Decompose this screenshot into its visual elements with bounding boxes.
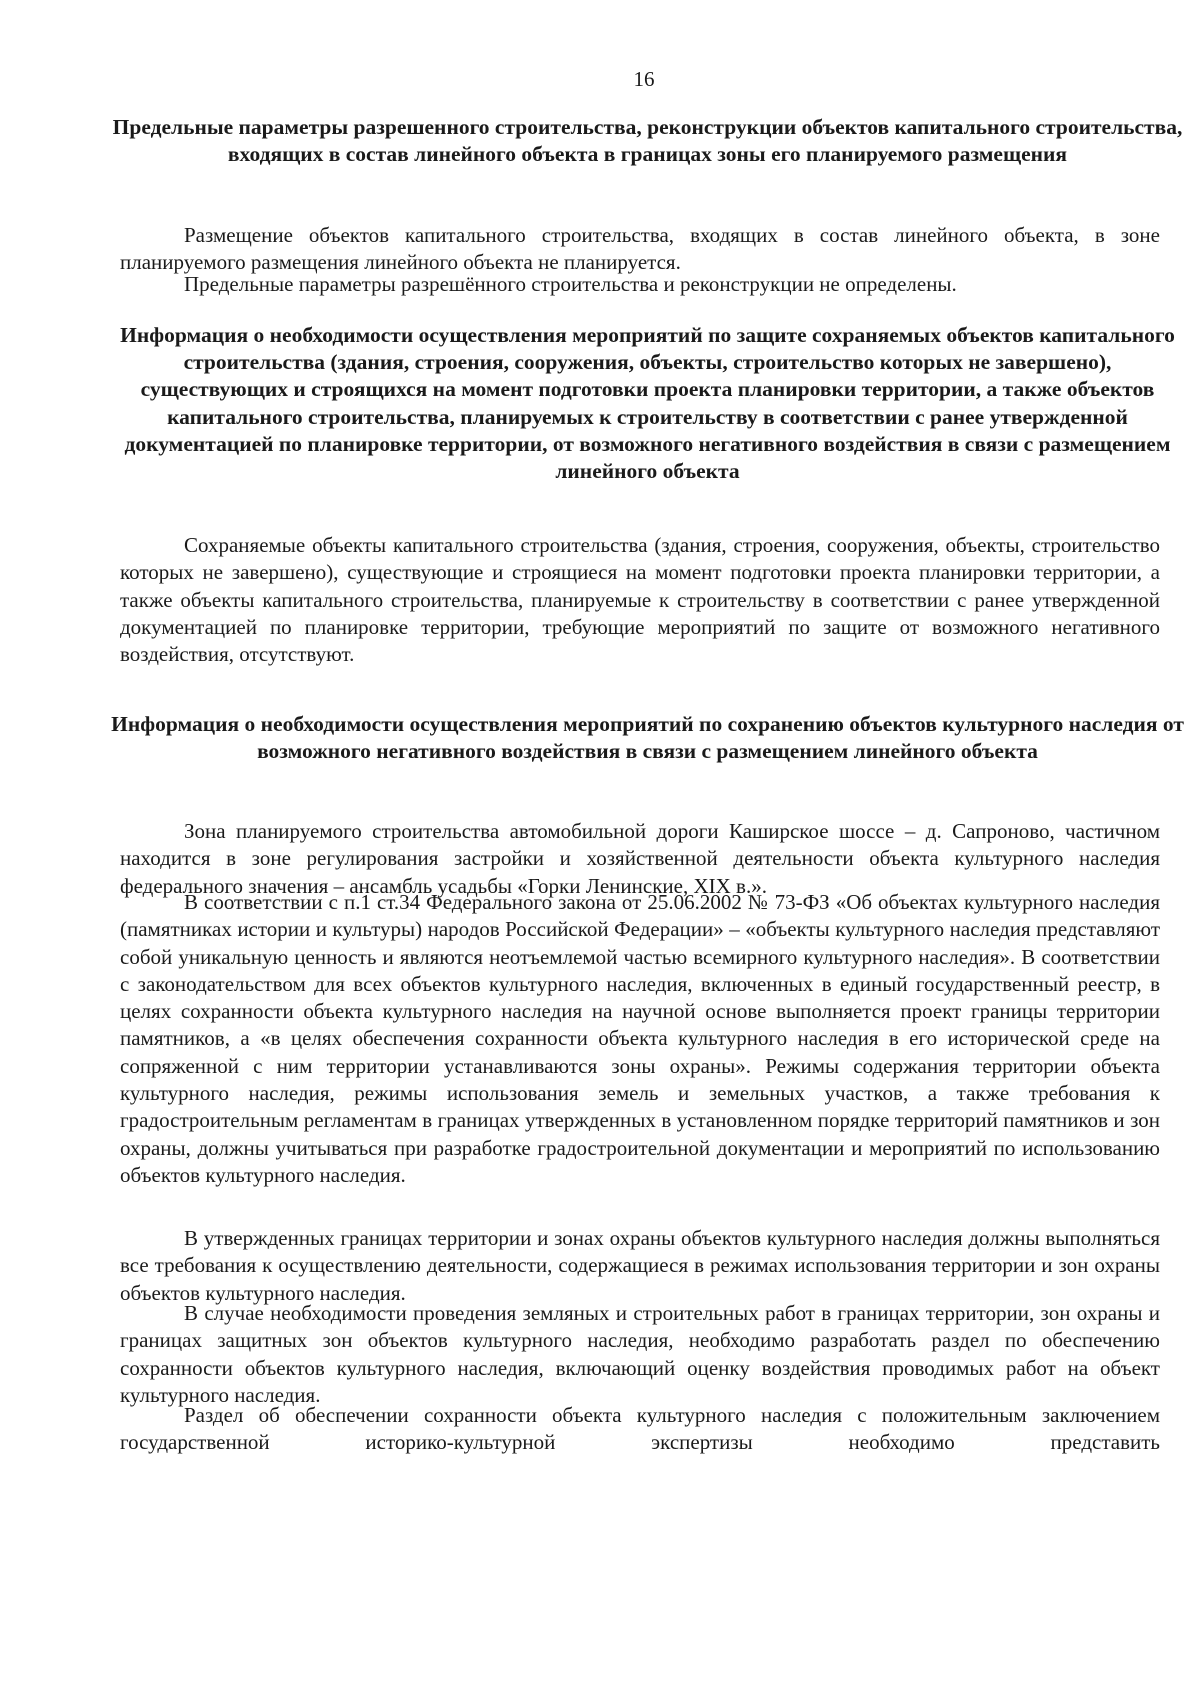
section-1-paragraph-2: Предельные параметры разрешённого строительства и реконструкции не определены. xyxy=(184,272,957,296)
section-heading-2: Информация о необходимости осуществления мероприятий по защите сохраняемых объектов капитального строительства (здания, строения, сооружения, объекты, строительство которых не завершено), существующих и строящихся на момент подготовки проекта планировки территории, а также объектов капитального строительства, планируемых к строительству в соответствии с ранее утвержденной документацией по планировке территории, от возможного негативного воздействия в связи с размещением линейного объекта xyxy=(120,323,1175,484)
section-3-paragraph-2: В соответствии с п.1 ст.34 Федерального закона от 25.06.2002 № 73-ФЗ «Об объектах культурного наследия (памятниках истории и культуры) народов Российской Федерации» – «объекты культурного наследия представляют собой уникальную ценность и являются неотъемлемой частью всемирного культурного наследия». В соответствии с законодательством для всех объектов культурного наследия, включенных в единый государственный реестр, в целях сохранности объекта культурного наследия на научной основе выполняется проект границы территории памятников, а «в целях обеспечения сохранности объекта культурного наследия в его исторической среде на сопряженной с ним территории устанавливаются зоны охраны». Режимы содержания территории объекта культурного наследия, режимы использования земель и земельных участков, а также требования к градостроительным регламентам в границах утвержденных в установленном порядке территорий памятников и зон охраны, должны учитываться при разработке градостроительной документации и мероприятий по использованию объектов культурного наследия. xyxy=(120,890,1160,1187)
page-number: 16 xyxy=(633,67,655,91)
section-3-paragraph-4: В случае необходимости проведения земляных и строительных работ в границах территории, зон охраны и границах защитных зон объектов культурного наследия, необходимо разработать раздел по обеспечению сохранности объектов культурного наследия, включающий оценку воздействия проводимых работ на объект культурного наследия. xyxy=(120,1301,1160,1407)
section-3-paragraph-3: В утвержденных границах территории и зонах охраны объектов культурного наследия должны выполняться все требования к осуществлению деятельности, содержащиеся в режимах использования территории и зон охраны объектов культурного наследия. xyxy=(120,1226,1160,1305)
section-1-paragraph-1: Размещение объектов капитального строительства, входящих в состав линейного объекта, в зоне планируемого размещения линейного объекта не планируется. xyxy=(120,223,1160,275)
section-3-paragraph-5: Раздел об обеспечении сохранности объекта культурного наследия с положительным заключением государственной историко-культурной экспертизы необходимо представить xyxy=(120,1403,1160,1455)
section-3-paragraph-1: Зона планируемого строительства автомобильной дороги Каширское шоссе – д. Сапроново, частичном находится в зоне регулирования застройки и хозяйственной деятельности объекта культурного наследия федерального значения – ансамбль усадьбы «Горки Ленинские, XIX в.». xyxy=(120,819,1160,898)
section-heading-1: Предельные параметры разрешенного строительства, реконструкции объектов капитального строительства, входящих в состав линейного объекта в границах зоны его планируемого размещения xyxy=(112,115,1183,167)
section-heading-3: Информация о необходимости осуществления мероприятий по сохранению объектов культурного наследия от возможного негативного воздействия в связи с размещением линейного объекта xyxy=(111,712,1184,764)
section-2-paragraph-1: Сохраняемые объекты капитального строительства (здания, строения, сооружения, объекты, строительство которых не завершено), существующие и строящиеся на момент подготовки проекта планировки территории, а также объекты капитального строительства, планируемые к строительству в соответствии с ранее утвержденной документацией по планировке территории, требующие мероприятий по защите от возможного негативного воздействия, отсутствуют. xyxy=(120,533,1160,667)
